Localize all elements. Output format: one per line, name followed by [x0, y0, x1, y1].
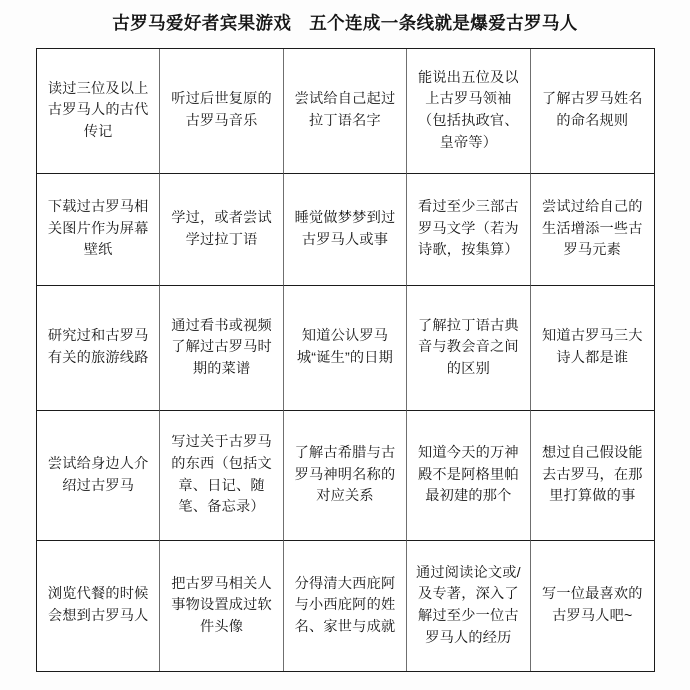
bingo-cell-r4c5[interactable] [531, 411, 654, 541]
bingo-cell-r1c3[interactable] [284, 49, 407, 174]
bingo-cell-text: 把古罗马相关人事物设置成过软件头像 [171, 575, 272, 635]
bingo-cell-text: 听过后世复原的古罗马音乐 [171, 91, 272, 129]
bingo-cell-r5c4[interactable] [407, 541, 530, 671]
bingo-cell-r4c2[interactable] [160, 411, 283, 541]
bingo-cell-r2c5[interactable] [531, 174, 654, 286]
bingo-cell-text: 分得清大西庇阿与小西庇阿的姓名、家世与成就 [294, 575, 396, 635]
bingo-cell-r3c2[interactable] [160, 286, 283, 411]
bingo-cell-text: 浏览代餐的时候会想到古罗马人 [47, 586, 149, 624]
bingo-cell-text: 下载过古罗马相关图片作为屏幕壁纸 [47, 199, 149, 259]
bingo-cell-text: 研究过和古罗马有关的旅游线路 [47, 328, 149, 366]
bingo-cell-r3c4[interactable] [407, 286, 530, 411]
bingo-cell-r5c2[interactable] [160, 541, 283, 671]
bingo-cell-text: 通过阅读论文或/及专著，深入了解过至少一位古罗马人的经历 [415, 564, 521, 646]
bingo-cell-r3c1[interactable] [37, 286, 160, 411]
bingo-cell-text: 睡觉做梦梦到过古罗马人或事 [294, 209, 396, 248]
bingo-cell-r4c1[interactable] [37, 411, 160, 541]
bingo-cell-text: 学过，或者尝试学过拉丁语 [171, 209, 272, 248]
bingo-cell-r3c5[interactable] [531, 286, 654, 411]
bingo-grid [36, 48, 655, 672]
bingo-cell-r4c3[interactable] [284, 411, 407, 541]
bingo-cell-text: 尝试过给自己的生活增添一些古罗马元素 [541, 199, 643, 259]
bingo-cell-r2c4[interactable] [407, 174, 530, 286]
bingo-cell-text: 通过看书或视频了解过古罗马时期的菜谱 [171, 317, 272, 377]
bingo-cell-r4c4[interactable] [407, 411, 530, 541]
bingo-cell-text: 看过至少三部古罗马文学（若为诗歌，按集算） [418, 199, 519, 259]
bingo-cell-r1c1[interactable] [37, 49, 160, 174]
bingo-cell-r1c5[interactable] [531, 49, 654, 174]
bingo-cell-text: 读过三位及以上古罗马人的古代传记 [47, 80, 149, 140]
bingo-cell-r1c4[interactable] [407, 49, 530, 174]
bingo-cell-r5c1[interactable] [37, 541, 160, 671]
bingo-cell-text: 想过自己假设能去古罗马，在那里打算做的事 [541, 445, 643, 505]
page-title: 古罗马爱好者宾果游戏 五个连成一条线就是爆爱古罗马人 [112, 13, 578, 34]
bingo-cell-text: 写过关于古罗马的东西（包括文章、日记、随笔、备忘录） [171, 434, 272, 516]
bingo-cell-r3c3[interactable] [284, 286, 407, 411]
page-title-bar [0, 0, 690, 48]
bingo-cell-r2c3[interactable] [284, 174, 407, 286]
bingo-cell-text: 了解古罗马姓名的命名规则 [541, 91, 643, 129]
bingo-cell-text: 知道古罗马三大诗人都是谁 [541, 328, 643, 366]
bingo-cell-text: 知道今天的万神殿不是阿格里帕最初建的那个 [418, 445, 519, 505]
bingo-cell-r1c2[interactable] [160, 49, 283, 174]
bingo-cell-text: 写一位最喜欢的古罗马人吧~ [541, 586, 643, 624]
bingo-cell-text: 了解拉丁语古典音与教会音之间的区别 [418, 317, 519, 377]
bingo-cell-r2c2[interactable] [160, 174, 283, 286]
bingo-cell-r5c5[interactable] [531, 541, 654, 671]
bingo-cell-text: 能说出五位及以上古罗马领袖（包括执政官、皇帝等） [418, 69, 519, 151]
bingo-cell-text: 尝试给自己起过拉丁语名字 [294, 91, 396, 129]
bingo-cell-text: 知道公认罗马城“诞生”的日期 [296, 328, 394, 366]
bingo-cell-text: 了解古希腊与古罗马神明名称的对应关系 [294, 445, 396, 505]
bingo-cell-text: 尝试给身边人介绍过古罗马 [47, 455, 149, 494]
bingo-cell-r2c1[interactable] [37, 174, 160, 286]
bingo-cell-r5c3[interactable] [284, 541, 407, 671]
